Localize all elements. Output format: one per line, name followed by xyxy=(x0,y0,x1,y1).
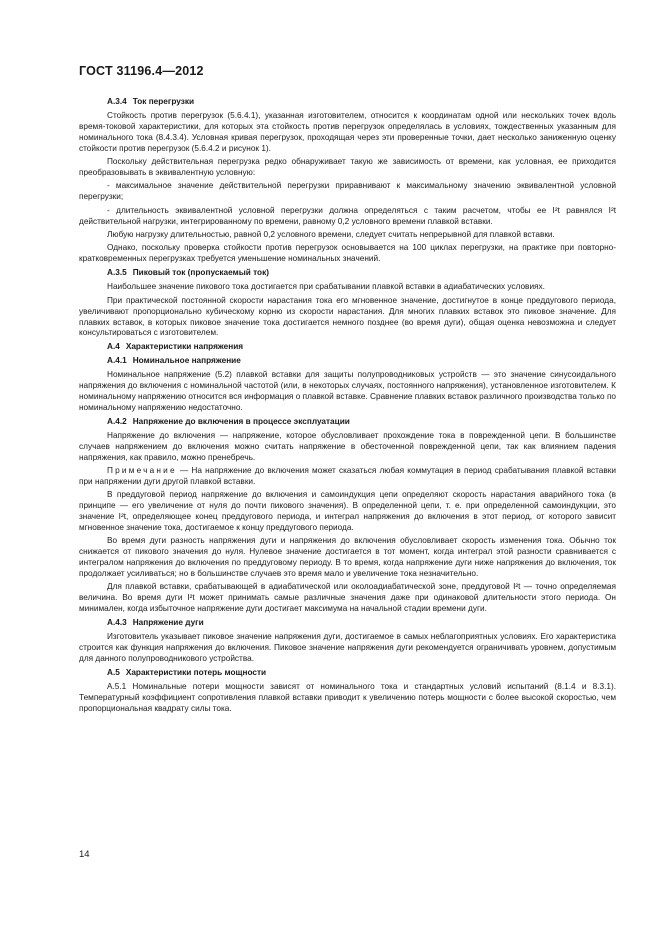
document-header: ГОСТ 31196.4—2012 xyxy=(79,64,204,78)
body-paragraph: В преддуговой период напряжение до включения и самоиндукция цепи определяют скорость нарастания аварийного тока (в принципе — его увеличение от нуля до почти пикового значения). В определенной цепи, т. е. при определенной самоиндукции, это значение I²t, определяющее конец преддугового периода, и интеграл напряжения до включения в этот период, от которого зависит мгновенное значение тока, достигаемое к концу преддугового периода. xyxy=(79,490,616,532)
section-heading xyxy=(79,97,616,108)
body-paragraph: Однако, поскольку проверка стойкости против перегрузок основывается на 100 циклах перегрузки, на практике при повторно-кратковременных перегрузках требуется уменьшение номинальных значений. xyxy=(79,243,616,264)
section-heading xyxy=(79,668,616,679)
section-heading xyxy=(79,268,616,279)
section-title: Характеристики напряжения xyxy=(125,342,244,352)
section-heading xyxy=(79,618,616,629)
body-paragraph: - максимальное значение действительной перегрузки приравнивают к максимальному значению эквивалентной условной перегрузки; xyxy=(79,181,616,202)
body-paragraph: Для плавкой вставки, срабатывающей в адиабатической или околоадиабатической зоне, преддуговой I²t — точно определяемая величина. Во время дуги I²t может принимать самые различные значения даже при одинаковой длительности этого периода. Он минимален, когда избыточное напряжение дуги достигает максимума на начальной стадии времени дуги. xyxy=(79,582,616,614)
body-paragraph: Наибольшее значение пикового тока достигается при срабатывании плавкой вставки в адиабатических условиях. xyxy=(107,282,545,292)
section-number: А.3.5 xyxy=(107,268,127,278)
body-paragraph: Поскольку действительная перегрузка редко обнаруживает такую же зависимость от времени, как условная, ее приходится преобразовывать в эквивалентную условную: xyxy=(79,157,616,178)
body-paragraph: Во время дуги разность напряжения дуги и напряжения до включения обусловливает скорость изменения тока. Обычно ток снижается от пикового значения до нуля. Нулевое значение достигается в тот момент, когда интеграл этой разности сравнивается с интегралом напряжения до включения по преддуговому периоду. В то время, когда напряжение дуги ниже напряжения до включения, ток продолжает усиливаться; но в большинстве случаев это время мало и увеличение тока незначительно. xyxy=(79,536,616,578)
body-paragraph: Любую нагрузку длительностью, равной 0,2 условного времени, следует считать непрерывной для плавкой вставки. xyxy=(107,230,555,240)
body-paragraph: Напряжение до включения — напряжение, которое обусловливает прохождение тока в поврежденной цепи. В большинстве случаев напряжением до включения можно считать напряжение в обесточенной поврежденной цепи, так как влиянием падения напряжения, как правило, можно пренебречь. xyxy=(79,431,616,462)
section-title: Напряжение дуги xyxy=(132,618,204,628)
section-title: Напряжение до включения в процессе эксплуатации xyxy=(132,417,350,426)
body-paragraph: А.5.1 Номинальные потери мощности зависят от номинального тока и стандартных условий испытаний (8.1.4 и 8.3.1). Температурный коэффициент сопротивления плавкой вставки приводит к увеличению потерь мощности с более высокой скоростью, чем пропорциональная квадрату силы тока. xyxy=(79,681,616,713)
note-paragraph xyxy=(79,466,616,488)
section-number: А.4.2 xyxy=(107,417,127,426)
body-paragraph: При практической постоянной скорости нарастания тока его мгновенное значение, достигнутое в конце преддугового периода, увеличивают пропорционально кубическому корню из скорости нарастания. Для многих плавких вставок это пиковое значение. Для плавких вставок, в которых пиковое значение тока достигается немного позднее (во время дуги), общая оценка невозможна и следует консультироваться с изготовителем. xyxy=(79,295,616,338)
section-heading xyxy=(79,356,616,367)
body-paragraph: Номинальное напряжение (5.2) плавкой вставки для защиты полупроводниковых устройств — это значение синусоидального напряжения до включения с номинальной частотой (или, в некоторых случаях, постоянного напряжения), установленное изготовителем. К номинальному напряжению относится вся информация о плавкой вставке. Сравнение плавких вставок различного производства только по номинальному напряжению недостаточно. xyxy=(79,370,616,412)
page-number: 14 xyxy=(79,849,90,860)
body-paragraph: Стойкость против перегрузок (5.6.4.1), указанная изготовителем, относится к координатам одной или нескольких точек вдоль время-токовой характеристики, для которых эта стойкость против перегрузок определялась в условиях, тождественных указанным для номинального тока (8.4.3.4). Условная кривая перегрузок, проходящая через эти проверенные точки, дает несколько заниженную оценку стойкости против перегрузок (5.6.4.2 и рисунок 1). xyxy=(79,111,616,153)
body-paragraph: - длительность эквивалентной условной перегрузки должна определяться с таким расчетом, чтобы ее I²t равнялся I²t действительной нагрузки, интегрированному по времени, равному 0,2 условного времени плавкой вставки. xyxy=(79,205,616,226)
section-number: А.4.1 xyxy=(107,356,127,366)
section-title: Пиковый ток (пропускаемый ток) xyxy=(132,268,269,278)
body-paragraph: Изготовитель указывает пиковое значение напряжения дуги, достигаемое в самых неблагоприятных условиях. Его характеристика строится как функция напряжения до включения. Пиковое значение напряжения дуги рекомендуется ограничивать уровнем, допустимым для данного полупроводникового устройства. xyxy=(79,632,616,663)
section-number: А.4.3 xyxy=(107,618,127,628)
section-title: Номинальное напряжение xyxy=(132,356,241,366)
note-label: Примечание xyxy=(107,466,177,476)
section-number: А.3.4 xyxy=(107,97,127,107)
section-title: Ток перегрузки xyxy=(132,97,195,107)
section-heading xyxy=(79,417,616,428)
document-body xyxy=(79,94,616,717)
note-text: — На напряжение до включения может сказаться любая коммутация в период срабатывания плавкой вставки при напряжении дуги другой плавкой вставки. xyxy=(79,466,616,486)
section-title: Характеристики потерь мощности xyxy=(125,667,267,677)
section-heading xyxy=(79,342,616,353)
section-number: А.4 xyxy=(107,342,120,352)
section-number: А.5 xyxy=(107,667,120,677)
